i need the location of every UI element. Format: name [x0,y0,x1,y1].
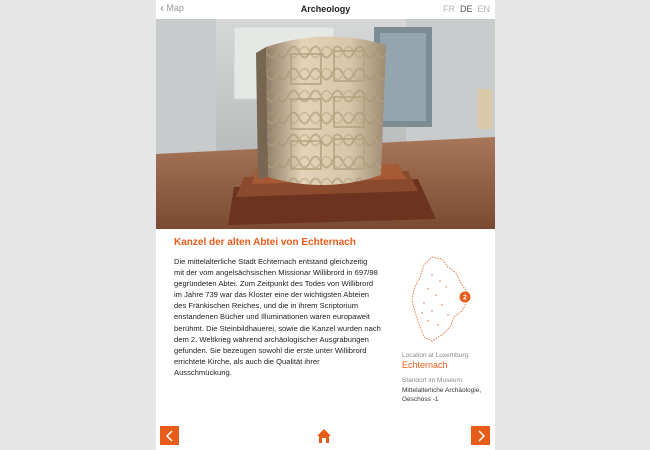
chevron-right-icon [476,430,486,442]
luxembourg-map[interactable] [402,255,480,345]
language-switcher [443,4,490,14]
back-label: Map [166,3,184,13]
museum-location-value: Mittelalterliche Archäologie, Geschoss -1 [402,387,482,403]
location-label: Location at Luxemburg: [402,352,470,359]
home-button[interactable] [316,428,332,444]
article-body: Die mittelalterliche Stadt Echternach entstand gleichzeitig mit der vom angelsächsischen Missionar Willibrord in 697/98 gegründeten Abtei. Zum Zeitpunkt des Todes von Willibrord im Jahre 739 war das Kloster eine der wichtigsten Abteien des Fränkischen Reiches, und die in ihrem Scriptorium enstandenen Bücher und Illuminationen waren europaweit berühmt. Die Steinbildhauerei, sowie die Kanzel wurden nach dem 2. Weltkrieg während archäologischer Ausgrabungen gefunden. Sie bezeugen sowohl die erste unter Willibrord errichtete Kirche, als auch die Qualität ihrer Ausschmückung. [174,257,381,377]
next-button[interactable] [471,426,490,445]
home-icon [316,428,332,444]
chevron-left-icon [165,430,175,442]
chevron-left-icon: ‹ [160,0,165,15]
lang-de[interactable]: DE [460,4,473,14]
lang-fr[interactable]: FR [443,4,455,14]
page-title: Archeology [300,4,351,14]
location-value: Echternach [402,360,448,370]
map-marker-label: 2 [463,294,467,302]
article-title: Kanzel der alten Abtei von Echternach [174,237,356,248]
lang-en[interactable]: EN [477,4,491,14]
artifact-photo [156,19,495,229]
previous-button[interactable] [160,426,179,445]
museum-location-label: Standort im Museum: [402,377,464,384]
